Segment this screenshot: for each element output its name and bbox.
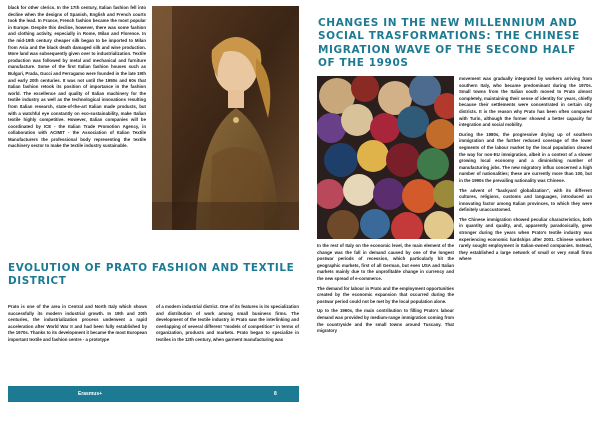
page-footer bbox=[8, 386, 299, 402]
changes-right-paragraph-3: The advent of "backyard globalization", with its different cultures, religions, customs and languages, introduced an innovating factor among Italian provinces, to which they were definitely unaccustomed. bbox=[459, 187, 592, 213]
wool-image bbox=[317, 76, 454, 239]
intro-paragraph: black for other clerics. In the 17th century, Italian fashion fell into decline when the designs of Spanish, English and French courts took the lead. In France, French fashion became the most popular in Europe. Despite this decline, however, there was some fashion and clothing activity, especially in Rome, Milan and Florence. In the mid-19th century cheaper silk began to be imported to Milan from Asia and the black death damaged silk and wine production. More land was subsequently given over to industrialization. Textile production was followed by metal and mechanical and furniture manufacture. Some of the first Italian fashion houses such as Bulgari, Prada, Gucci and Ferragamo were founded in the late 19th and early 20th centuries. It was not until the 1950s and 60s that Italian fashion retook its position of importance in the fashion world. The excellence and quality of Italian machinery for the textile industry as well as the technological innovations resulting from Italian research, state-of-the-art Italian made products, but with a watchful eye constantly on eco-sustainability, make Italian textile highly competitive. However, Italian companies will be coordinated by ICE - the Italian Trade Promotion Agency, in collaboration with ACIMIT - the Association of Italian Textile Manufacturers the professional body representing the textile machinery sector to make the textile industry sustainable. bbox=[8, 5, 146, 149]
changes-left-paragraph-3: Up to the 1960s, the main contribution to filling Prato's labour demand was provided by medium-range immigration coming from the countryside and the small towns around Tuscany. That migratory bbox=[317, 308, 454, 334]
evolution-heading: EVOLUTION OF PRATO FASHION AND TEXTILE DISTRICT bbox=[8, 262, 295, 288]
changes-column-right bbox=[459, 76, 592, 266]
changes-right-paragraph-1: movement was gradually integrated by workers arriving from southern Italy, who became predominant during the 1970s. Small towns from the Italian south moved to Prato almost completely, maintaining their sense of identity for years, chiefly because their settlements were concentrated in certain city districts. It is the reason why Prato has been often compared with Turin, although the former showed a better capacity for integration and social mobility. bbox=[459, 76, 592, 128]
changes-column-left bbox=[317, 243, 454, 338]
changes-heading: CHANGES IN THE NEW MILLENNIUM AND SOCIAL TRASFORMATIONS: THE CHINESE MIGRATION WAVE OF THE SECOND HALF OF THE 1990S bbox=[318, 17, 580, 70]
changes-right-paragraph-2: During the 1980s, the progressive drying up of southern immigration and the further reduced coverage of the lower segments of the labour market by the local population cleared the way for non-EU immigration, albeit in a context of a slower growing local economy and a diminishing number of manufacturing jobs. The new migratory influx concerned a high number of nationalities; these are currently more than 100, but in the 1990s the prevailing nationality was Chinese. bbox=[459, 131, 592, 183]
page-number: 8 bbox=[274, 391, 277, 397]
changes-right-paragraph-4: The Chinese immigration showed peculiar characteristics, both in quantity and quality, and, apparently paradoxically, grew stronger during the years when Prato's textile industry was experiencing economic hardships after 2001. Chinese workers rarely sought employment in Italian-owned companies. Instead, they established a large network of small or very small firms where bbox=[459, 216, 592, 262]
footer-brand: Erasmus+ bbox=[78, 391, 103, 397]
intro-text-column bbox=[8, 5, 146, 153]
changes-left-paragraph-1: In the rest of Italy on the economic level, the main element of the change was the fall in demand caused by one of the longest postwar periods of recession, which particularly hit the geographic markets, first of all German, but even USA and Italian markets mainly due to the unprofitable change in currency and the new spread of e-commerce. bbox=[317, 243, 454, 281]
evolution-column-1 bbox=[8, 304, 147, 347]
changes-left-paragraph-2: The demand for labour in Prato and the employment opportunities created by the economic expansion that occurred during the postwar period could not be met by the local population alone. bbox=[317, 285, 454, 304]
evolution-paragraph-1: Prato is one of the area in Central and North Italy which shows successfully its modern industrial growth. In 19th and 20th centuries, the industrialization process underwent a rapid acceleration after World War II and had been fully established by the 1970s. Thanks to its development it became the most European important textile and fashion centre - a prototype bbox=[8, 304, 147, 342]
colored-wool-icon bbox=[317, 76, 454, 239]
evolution-paragraph-2: of a modern industrial district. One of its features is its specialization and distribution of work among small business firms. The development of the textile industry in Prato saw the interlinking and overlapping of several different "models of competition" in terms of organization, products and markets. Prato began to specialize in textiles in the 12th century, when garment manufacturing was bbox=[156, 304, 299, 342]
portrait-image bbox=[152, 6, 299, 230]
evolution-column-2 bbox=[156, 304, 299, 347]
renaissance-portrait-icon bbox=[152, 6, 299, 230]
